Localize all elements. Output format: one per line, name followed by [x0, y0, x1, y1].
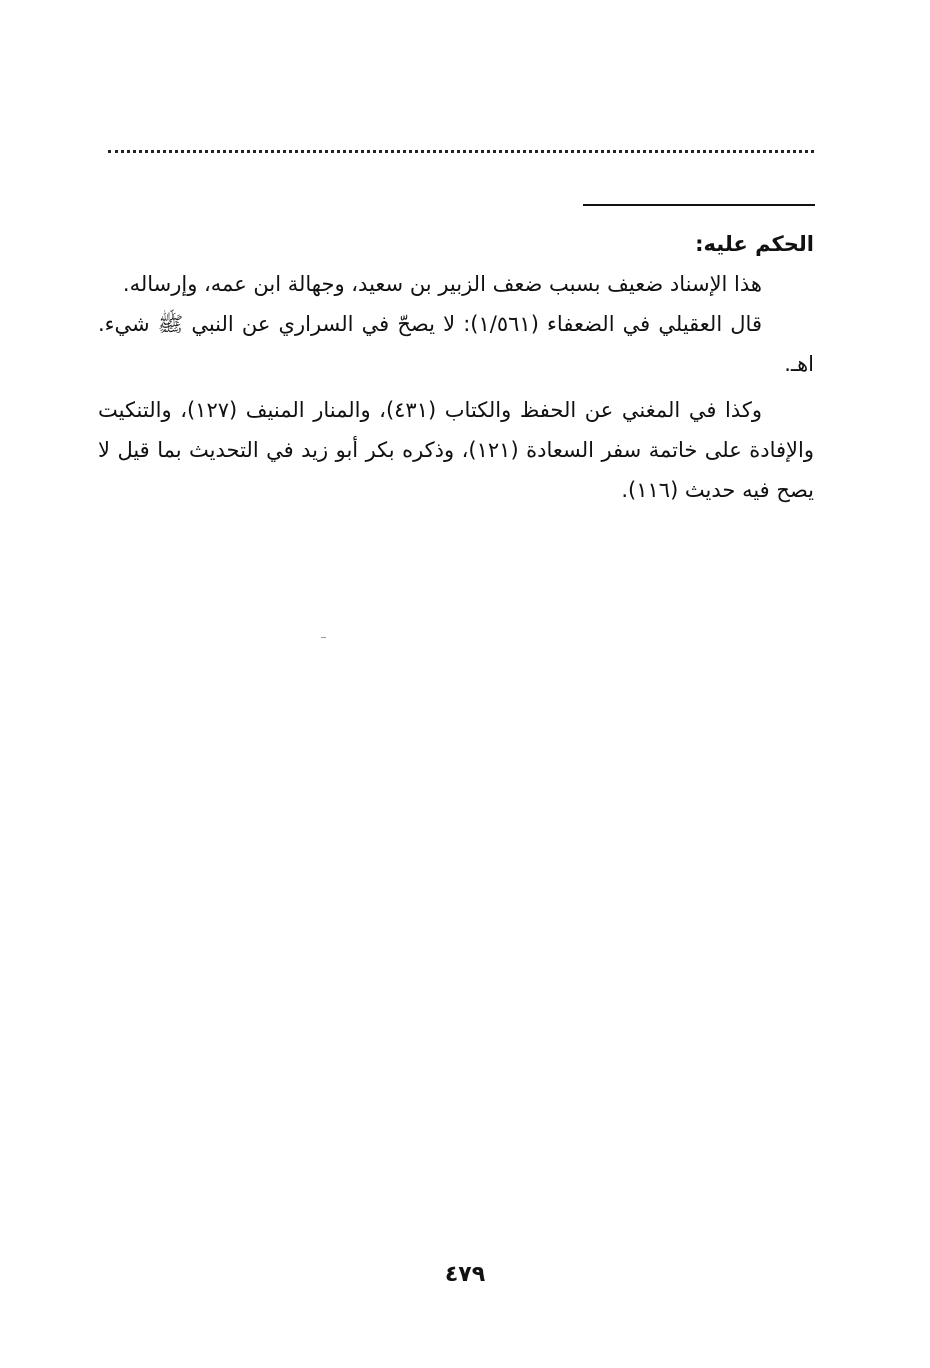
- paragraph-uqayli-quote: قال العقيلي في الضعفاء (١/٥٦١): لا يصحّ في السراري عن النبي ﷺ شيء. اهـ.: [98, 312, 814, 376]
- section-heading: الحكم عليه:: [695, 232, 814, 256]
- footnote-rule: [583, 204, 815, 206]
- dotted-separator: [108, 150, 814, 159]
- paragraph-isnad-ruling: هذا الإسناد ضعيف بسبب ضعف الزبير بن سعيد، وجهالة ابن عمه، وإرساله.: [122, 272, 762, 296]
- ruling-section: [98, 224, 814, 510]
- ink-speck: [321, 637, 326, 638]
- paragraph-references: وكذا في المغني عن الحفظ والكتاب (٤٣١)، والمنار المنيف (١٢٧)، والتنكيت والإفادة على خاتمة سفر السعادة (١٢١)، وذكره بكر أبو زيد في التحديث بما قيل لا يصح فيه حديث (١١٦).: [98, 398, 815, 502]
- page-number: ٤٧٩: [444, 1262, 486, 1287]
